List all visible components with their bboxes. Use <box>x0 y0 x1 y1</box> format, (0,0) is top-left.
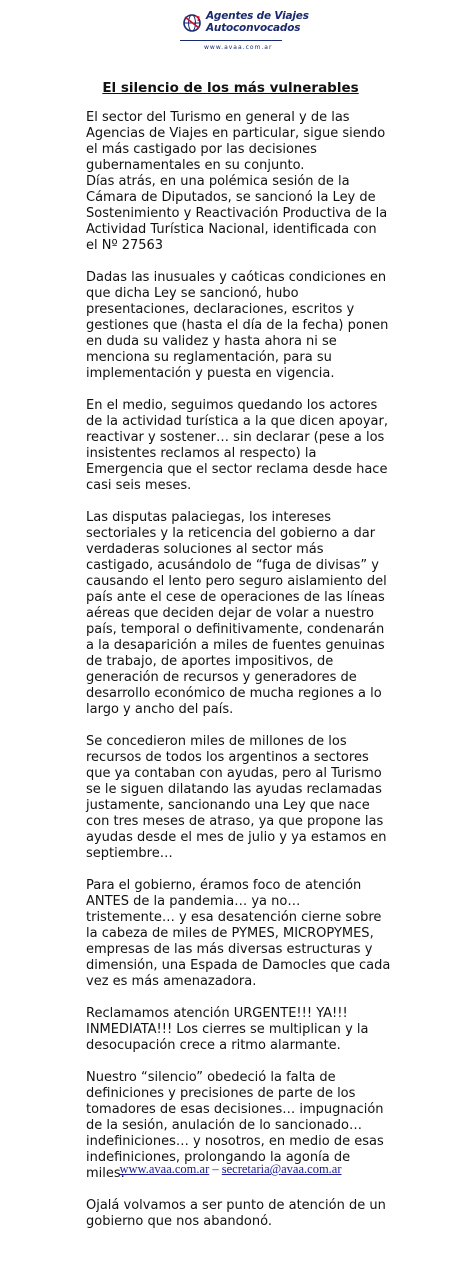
paragraph-text: El sector del Turismo en general y de las Agencias de Viajes en particular, sigue siendo el más castigado por las decisiones gubernamentales en su conjunto. <box>86 110 386 173</box>
footer-contact <box>0 1162 461 1177</box>
paragraph-text: Días atrás, en una polémica sesión de la Cámara de Diputados, se sancionó la Ley de Sostenimiento y Reactivación Productiva de la Actividad Turística Nacional, identificada con el Nº 27563 <box>86 174 388 253</box>
paragraph: Ojalá volvamos a ser punto de atención de un gobierno que nos abandonó. <box>86 1198 386 1229</box>
footer-separator: – <box>212 1162 219 1176</box>
email-link[interactable]: secretaria@avaa.com.ar <box>221 1162 342 1176</box>
globe-plane-icon <box>182 13 202 33</box>
paragraph: Las disputas palaciegas, los intereses sectoriales y la reticencia del gobierno a dar verdaderas soluciones al sector más castigado, acusándolo de “fuga de divisas” y causando el lento pero seguro aislamiento del país ante el cese de operaciones de las líneas aéreas que deciden dejar de volar a nuestro país, temporal o definitivamente, condenarán a la desaparición a miles de fuentes genuinas de trabajo, de aportes impositivos, de generación de recursos y generadores de desarrollo económico de mucha regiones a lo largo y ancho del país. <box>86 510 387 717</box>
article-body <box>86 110 392 1230</box>
logo-name-line2: Autoconvocados <box>206 22 301 34</box>
logo-url: www.avaa.com.ar <box>204 44 273 51</box>
paragraph: En el medio, seguimos quedando los actores de la actividad turística a la que dicen apoyar, reactivar y sostener… sin declarar (pese a los insistentes reclamos al respecto) la Emergencia que el sector reclama desde hace casi seis meses. <box>86 398 388 493</box>
logo-name <box>206 10 309 34</box>
organization-logo <box>176 8 309 52</box>
website-link[interactable]: www.avaa.com.ar <box>119 1162 210 1176</box>
logo-name-line1: Agentes de Viajes <box>206 10 309 22</box>
logo-divider <box>180 40 282 41</box>
paragraph: Nuestro “silencio” obedeció la falta de definiciones y precisiones de parte de los tomadores de esas decisiones… impugnación de la sesión, anulación de lo sancionado… indefiniciones… y nosotros, en medio de esas indefiniciones, prolongando la agonía de miles. <box>86 1070 384 1181</box>
paragraph: Para el gobierno, éramos foco de atención ANTES de la pandemia… ya no… tristemente… y esa desatención cierne sobre la cabeza de miles de PYMES, MICROPYMES, empresas de las más diversas estructuras y dimensión, una Espada de Damocles que cada vez es más amenazadora. <box>86 878 391 989</box>
article-title: El silencio de los más vulnerables <box>102 80 359 96</box>
paragraph: Dadas las inusuales y caóticas condiciones en que dicha Ley se sancionó, hubo presentaciones, declaraciones, escritos y gestiones que (hasta el día de la fecha) ponen en duda su validez y hasta ahora ni se menciona su reglamentación, para su implementación y puesta en vigencia. <box>86 270 389 381</box>
paragraph-intro <box>86 110 392 254</box>
paragraph: Se concedieron miles de millones de los recursos de todos los argentinos a sectores que ya contaban con ayudas, pero al Turismo se le siguen dilatando las ayudas reclamadas justamente, sancionando una Ley que nace con tres meses de atraso, ya que propone las ayudas desde el mes de julio y ya estamos en septiembre… <box>86 734 387 861</box>
paragraph: Reclamamos atención URGENTE!!! YA!!! INMEDIATA!!! Los cierres se multiplican y la desocupación crece a ritmo alarmante. <box>86 1006 369 1053</box>
